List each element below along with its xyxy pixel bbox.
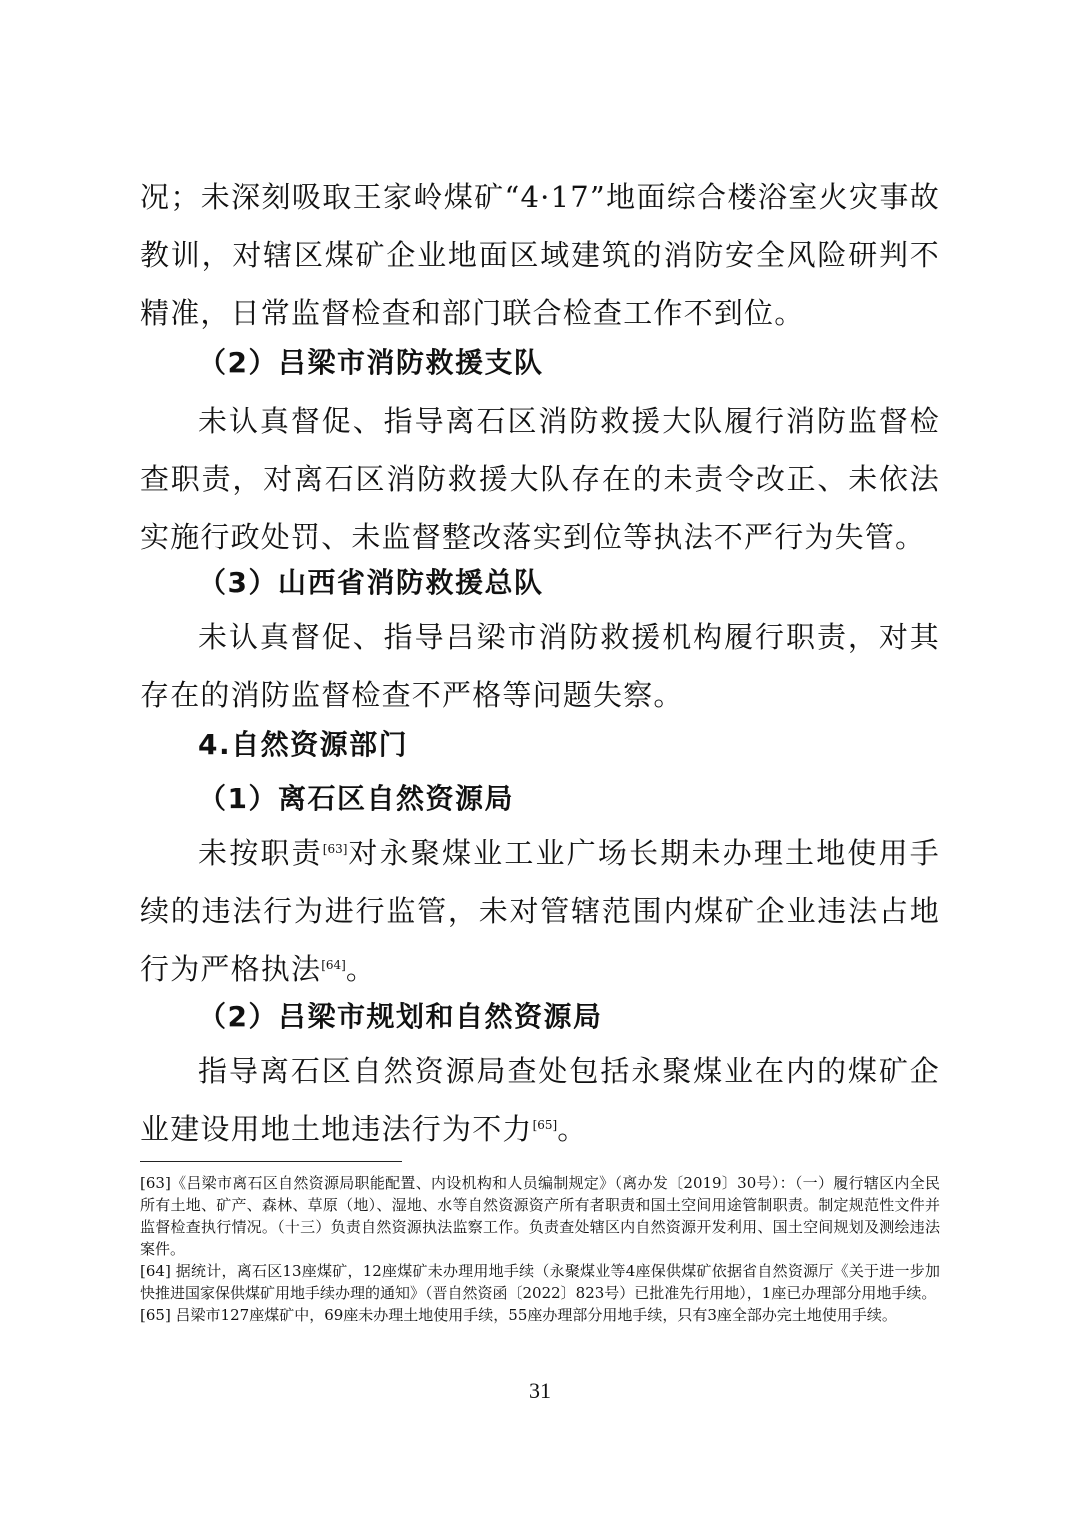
heading-shanxi-fire-rescue-corps: （3）山西省消防救援总队	[198, 566, 544, 599]
footnote-ref-64[interactable]: [64]	[321, 958, 346, 972]
paragraph-lvliang-fire-rescue-duty: 未认真督促、指导离石区消防救援大队履行消防监督检查职责，对离石区消防救援大队存在的未责令改正、未依法实施行政处罚、未监督整改落实到位等执法不严行为失管。	[140, 404, 940, 554]
heading-lvliang-fire-rescue-detachment: （2）吕梁市消防救援支队	[198, 346, 544, 379]
paragraph-text: 对永聚煤业工业广场长期未办理土地使用手续的违法行为进行监管，未对管辖范围内煤矿企业违法占地行为严格执法	[140, 836, 940, 986]
footnote-64: [64] 据统计，离石区13座煤矿，12座煤矿未办理用地手续（永聚煤业等4座保供煤矿依据省自然资源厅《关于进一步加快推进国家保供煤矿用地手续办理的通知》（晋自然资函〔2022〕823号）已批准先行用地），1座已办理部分用地手续。	[140, 1262, 940, 1302]
paragraph-text: 未按职责	[198, 836, 323, 870]
paragraph-text: 。	[557, 1112, 588, 1146]
footnote-ref-63[interactable]: [63]	[322, 842, 348, 856]
paragraph-text: 指导离石区自然资源局查处包括永聚煤业在内的煤矿企业建设用地土地违法行为不力	[140, 1054, 940, 1146]
footnote-separator-rule	[140, 1161, 402, 1162]
heading-lishi-natural-resources-bureau: （1）离石区自然资源局	[198, 782, 514, 815]
footnote-ref-65[interactable]: [65]	[532, 1118, 558, 1132]
heading-lvliang-planning-resources-bureau: （2）吕梁市规划和自然资源局	[198, 1000, 603, 1033]
paragraph-text: 。	[345, 952, 377, 986]
footnotes-block	[140, 1172, 940, 1326]
paragraph-shanxi-fire-rescue-duty: 未认真督促、指导吕梁市消防救援机构履行职责，对其存在的消防监督检查不严格等问题失察。	[140, 620, 940, 712]
page-number: 31	[529, 1378, 551, 1403]
paragraph-lishi-land-supervision	[140, 824, 940, 998]
paragraph-lvliang-land-enforcement	[140, 1042, 940, 1158]
footnote-63: [63]《吕梁市离石区自然资源局职能配置、内设机构和人员编制规定》（离办发〔2019〕30号）：（一）履行辖区内全民所有土地、矿产、森林、草原（地）、湿地、水等自然资源资产所有者职责和国土空间用途管制职责。制定规范性文件并监督检查执行情况。（十三）负责自然资源执法监察工作。负责查处辖区内自然资源开发利用、国土空间规划及测绘违法案件。	[140, 1174, 940, 1258]
paragraph-fire-accident-lesson: 况；未深刻吸取王家岭煤矿“4·17”地面综合楼浴室火灾事故教训，对辖区煤矿企业地面区域建筑的消防安全风险研判不精准，日常监督检查和部门联合检查工作不到位。	[140, 180, 940, 330]
heading-section-natural-resources: 4.自然资源部门	[198, 728, 409, 761]
footnote-65: [65] 吕梁市127座煤矿中，69座未办理土地使用手续，55座办理部分用地手续，只有3座全部办完土地使用手续。	[140, 1306, 897, 1324]
